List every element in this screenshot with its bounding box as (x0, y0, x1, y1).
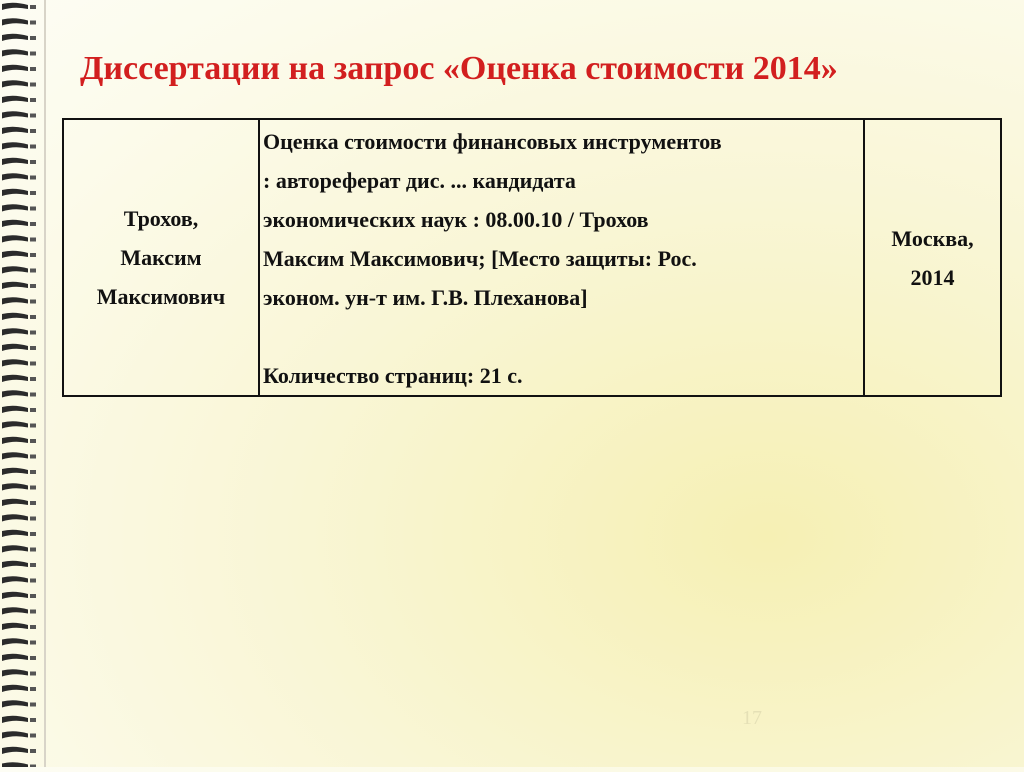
spiral-hole (30, 439, 36, 443)
spiral-ring (2, 266, 28, 273)
spiral-hole (30, 114, 36, 118)
spiral-ring (2, 561, 28, 568)
spiral-hole (30, 98, 36, 102)
spiral-ring (2, 483, 28, 490)
description-cell (259, 119, 864, 396)
spiral-ring (2, 220, 28, 227)
spiral-ring (2, 204, 28, 211)
spiral-hole (30, 52, 36, 56)
spiral-ring (2, 3, 28, 10)
spiral-ring (2, 421, 28, 428)
author-line: Трохов, (123, 206, 199, 231)
spiral-ring (2, 65, 28, 72)
spiral-ring (2, 576, 28, 583)
spiral-ring (2, 328, 28, 335)
spiral-ring (2, 669, 28, 676)
spiral-hole (30, 253, 36, 257)
spiral-ring (2, 514, 28, 521)
spiral-ring (2, 530, 28, 537)
description-line: эконом. ун-т им. Г.В. Плеханова] (263, 285, 588, 310)
spiral-ring (2, 545, 28, 552)
spiral-ring (2, 499, 28, 506)
spiral-hole (30, 362, 36, 366)
spiral-ring (2, 359, 28, 366)
author-cell (63, 119, 259, 396)
spiral-ring (2, 700, 28, 707)
spiral-hole (30, 21, 36, 25)
spiral-ring (2, 406, 28, 413)
spiral-ring (2, 313, 28, 320)
spiral-ring (2, 437, 28, 444)
spiral-hole (30, 687, 36, 691)
spiral-hole (30, 238, 36, 242)
spiral-hole (30, 672, 36, 676)
spiral-hole (30, 145, 36, 149)
spiral-ring (2, 96, 28, 103)
year-line: 2014 (910, 264, 955, 290)
spiral-hole (30, 594, 36, 598)
spiral-ring (2, 375, 28, 382)
spiral-ring (2, 49, 28, 56)
spiral-hole (30, 610, 36, 614)
table-row (63, 119, 1001, 396)
spiral-hole (30, 393, 36, 397)
spiral-hole (30, 424, 36, 428)
spiral-ring (2, 127, 28, 134)
spiral-ring (2, 34, 28, 41)
spiral-ring (2, 111, 28, 118)
spiral-ring (2, 468, 28, 475)
spiral-hole (30, 5, 36, 9)
spiral-ring (2, 390, 28, 397)
blank-line (263, 317, 863, 356)
page-edge-line (44, 0, 46, 767)
spiral-hole (30, 83, 36, 87)
spiral-ring (2, 297, 28, 304)
spiral-hole (30, 67, 36, 71)
spiral-hole (30, 191, 36, 195)
spiral-hole (30, 176, 36, 180)
spiral-ring (2, 142, 28, 149)
description-line: Максим Максимович; [Место защиты: Рос. (263, 246, 697, 271)
description-line: экономических наук : 08.00.10 / Трохов (263, 207, 649, 232)
spiral-ring (2, 685, 28, 692)
spiral-hole (30, 160, 36, 164)
spiral-hole (30, 656, 36, 660)
spiral-ring (2, 452, 28, 459)
spiral-hole (30, 331, 36, 335)
slide-title: Диссертации на запрос «Оценка стоимости 2014» (80, 50, 838, 87)
description-line: Оценка стоимости финансовых инструментов (263, 129, 722, 154)
spiral-hole (30, 703, 36, 707)
spiral-hole (30, 455, 36, 459)
spiral-hole (30, 284, 36, 288)
spiral-hole (30, 315, 36, 319)
spiral-hole (30, 749, 36, 753)
spiral-hole (30, 222, 36, 226)
notebook-spiral-binding (0, 0, 46, 767)
spiral-ring (2, 282, 28, 289)
page-count: Количество страниц: 21 с. (263, 363, 523, 388)
place-year-cell (864, 119, 1001, 396)
spiral-ring (2, 80, 28, 87)
spiral-hole (30, 486, 36, 490)
spiral-ring (2, 189, 28, 196)
spiral-ring (2, 716, 28, 723)
spiral-hole (30, 207, 36, 211)
dissertation-table (62, 118, 1002, 397)
spiral-hole (30, 532, 36, 536)
spiral-hole (30, 548, 36, 552)
spiral-ring (2, 623, 28, 630)
author-line: Максимович (96, 284, 226, 309)
spiral-hole (30, 408, 36, 412)
spiral-ring (2, 762, 28, 767)
spiral-hole (30, 517, 36, 521)
spiral-ring (2, 18, 28, 25)
spiral-ring (2, 251, 28, 258)
slide-number: 17 (742, 707, 762, 729)
spiral-ring (2, 592, 28, 599)
spiral-ring (2, 638, 28, 645)
spiral-hole (30, 718, 36, 722)
spiral-hole (30, 563, 36, 567)
spiral-hole (30, 470, 36, 474)
spiral-hole (30, 734, 36, 738)
author-line: Максим (120, 245, 202, 270)
spiral-ring (2, 654, 28, 661)
place-line: Москва, (891, 225, 974, 251)
spiral-hole (30, 377, 36, 381)
spiral-hole (30, 579, 36, 583)
spiral-ring (2, 235, 28, 242)
spiral-ring (2, 731, 28, 738)
spiral-ring (2, 747, 28, 754)
spiral-hole (30, 625, 36, 629)
spiral-ring (2, 173, 28, 180)
spiral-hole (30, 641, 36, 645)
description-line: : автореферат дис. ... кандидата (263, 168, 576, 193)
spiral-ring (2, 607, 28, 614)
spiral-hole (30, 269, 36, 273)
spiral-hole (30, 129, 36, 133)
spiral-hole (30, 36, 36, 40)
spiral-hole (30, 300, 36, 304)
spiral-hole (30, 501, 36, 505)
spiral-ring (2, 158, 28, 165)
spiral-hole (30, 346, 36, 350)
spiral-ring (2, 344, 28, 351)
